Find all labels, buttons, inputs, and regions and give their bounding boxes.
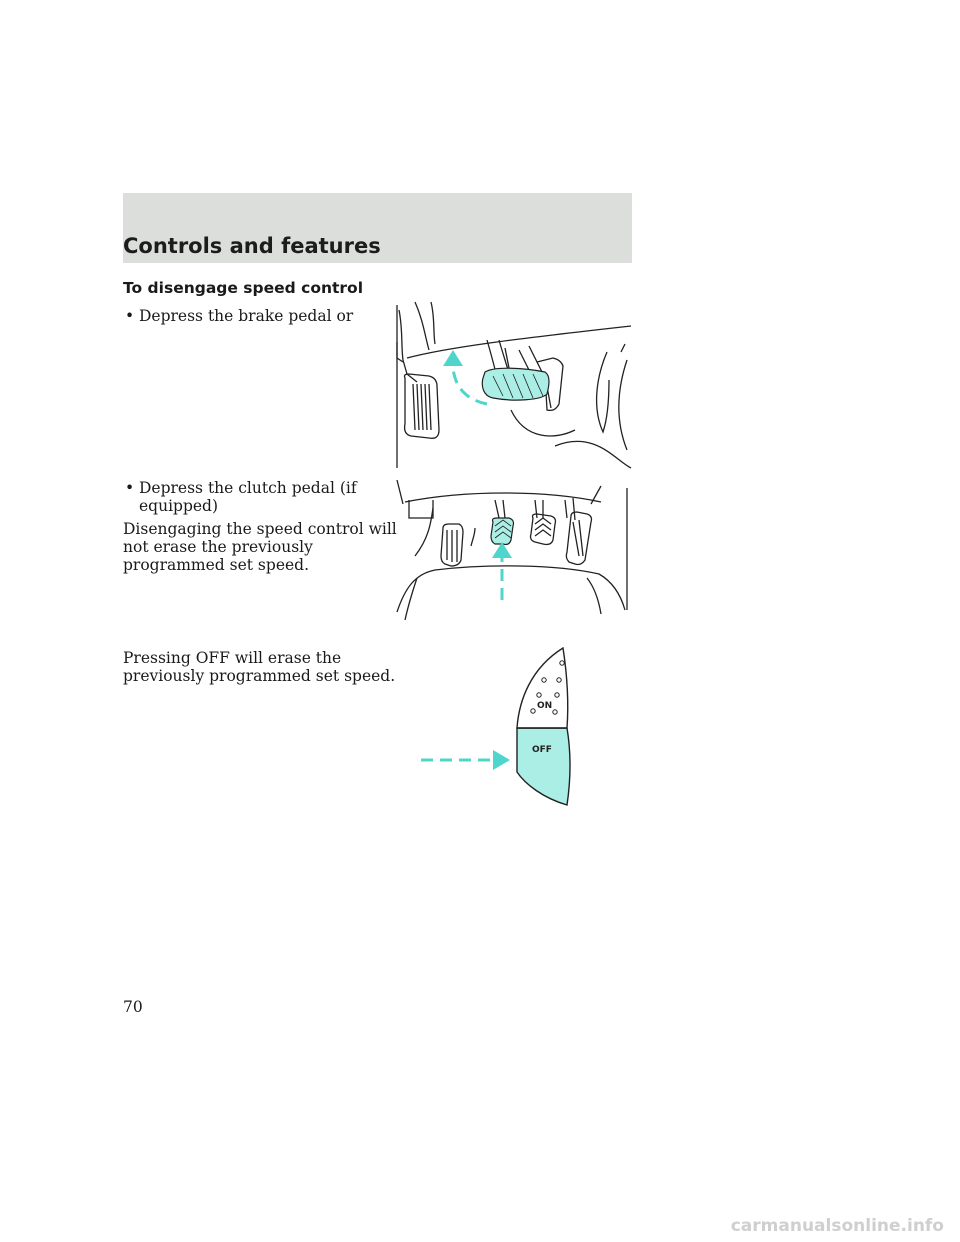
watermark-text: carmanualsonline.info (730, 1216, 944, 1236)
paragraph-line: Disengaging the speed control will (123, 520, 397, 538)
bullet-symbol: • (125, 479, 135, 497)
on-label: ON (537, 701, 553, 711)
bullet-symbol: • (125, 307, 135, 325)
off-button (517, 728, 570, 805)
section-title: Controls and features (123, 234, 381, 258)
switch-upper-panel (517, 648, 568, 728)
page-number: 70 (123, 998, 143, 1016)
speed-control-switch-illustration (415, 640, 585, 810)
paragraph-line: Pressing OFF will erase the (123, 649, 342, 667)
bullet-clutch-text-line-1: Depress the clutch pedal (if (139, 479, 357, 497)
paragraph-disengage (123, 520, 397, 574)
bullet-clutch-text-line-2: equipped) (139, 497, 219, 515)
bullet-brake-text: Depress the brake pedal or (139, 307, 354, 325)
paragraph-line: programmed set speed. (123, 556, 310, 574)
paragraph-off (123, 649, 395, 685)
subheading: To disengage speed control (123, 279, 364, 297)
site-watermark (606, 1214, 946, 1236)
clutch-pedal-illustration (395, 478, 635, 628)
brake-pedal-illustration (395, 300, 635, 470)
off-label: OFF (532, 745, 552, 755)
paragraph-line: previously programmed set speed. (123, 667, 396, 685)
paragraph-line: not erase the previously (123, 538, 313, 556)
